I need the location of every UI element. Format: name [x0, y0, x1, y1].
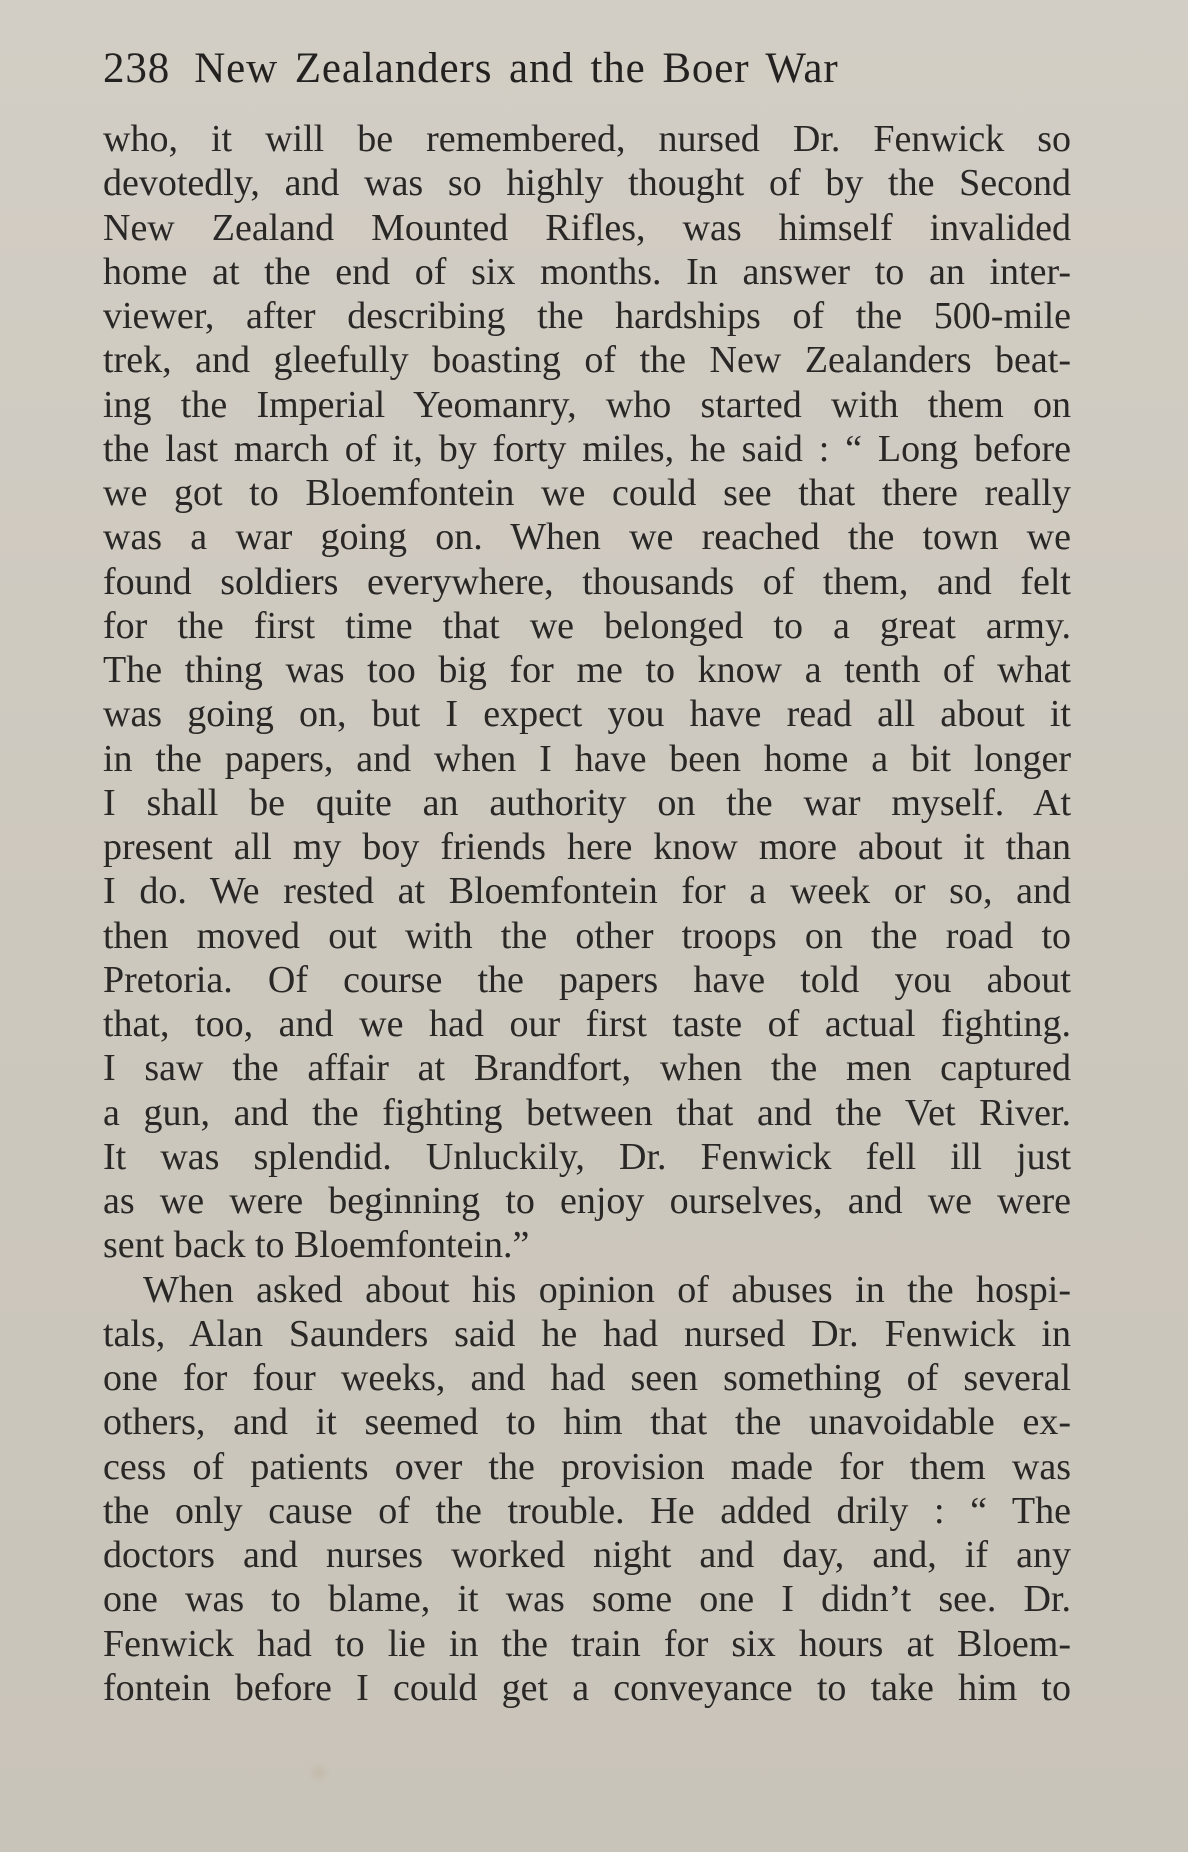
text-line: found soldiers everywhere, thousands of them, and felt: [103, 560, 1071, 603]
paper-smudge: [306, 1762, 332, 1784]
paragraph-start-line: When asked about his opinion of abuses in the hospi-: [143, 1268, 1071, 1311]
text-line: the only cause of the trouble. He added drily : “ The: [103, 1489, 1071, 1532]
text-line: I do. We rested at Bloemfontein for a week or so, and: [103, 870, 1071, 913]
body-text: [103, 117, 1071, 1710]
text-line: others, and it seemed to him that the unavoidable ex-: [103, 1401, 1071, 1444]
text-line: I saw the affair at Brandfort, when the men captured: [103, 1047, 1071, 1090]
text-line: who, it will be remembered, nursed Dr. Fenwick so: [103, 118, 1071, 160]
text-line: one for four weeks, and had seen something of several: [103, 1357, 1071, 1399]
text-line: devotedly, and was so highly thought of by the Second: [103, 162, 1071, 205]
text-line: for the first time that we belonged to a great army.: [103, 604, 1071, 647]
text-line: was a war going on. When we reached the town we: [103, 516, 1071, 559]
text-line: fontein before I could get a conveyance to take him to: [103, 1666, 1071, 1709]
text-line: we got to Bloemfontein we could see that there really: [103, 472, 1071, 514]
text-line: trek, and gleefully boasting of the New Zealanders beat-: [103, 339, 1071, 382]
text-line: a gun, and the fighting between that and the Vet River.: [103, 1091, 1071, 1134]
text-line: in the papers, and when I have been home a bit longer: [103, 737, 1071, 780]
text-line: one was to blame, it was some one I didn’t see. Dr.: [103, 1578, 1071, 1621]
text-line: as we were beginning to enjoy ourselves, and we were: [103, 1180, 1071, 1222]
text-line: New Zealand Mounted Rifles, was himself invalided: [103, 206, 1071, 249]
text-line: Fenwick had to lie in the train for six hours at Bloem-: [103, 1622, 1071, 1665]
text-line: was going on, but I expect you have read all about it: [103, 693, 1071, 736]
text-line: then moved out with the other troops on the road to: [103, 914, 1071, 957]
running-title: New Zealanders and the Boer War: [194, 45, 839, 92]
text-line: doctors and nurses worked night and day, and, if any: [103, 1534, 1071, 1576]
paragraph-end-line: sent back to Bloemfontein.”: [103, 1224, 530, 1267]
text-line: cess of patients over the provision made for them was: [103, 1445, 1071, 1488]
text-line: home at the end of six months. In answer to an inter-: [103, 250, 1071, 293]
text-line: viewer, after describing the hardships of the 500-mile: [103, 295, 1071, 337]
page-number: 238: [103, 45, 171, 92]
page-header: [103, 44, 1013, 100]
text-line: It was splendid. Unluckily, Dr. Fenwick fell ill just: [103, 1135, 1071, 1178]
text-line: tals, Alan Saunders said he had nursed Dr. Fenwick in: [103, 1312, 1071, 1355]
text-line: present all my boy friends here know more about it than: [103, 826, 1071, 868]
text-line: ing the Imperial Yeomanry, who started with them on: [103, 383, 1071, 426]
text-line: the last march of it, by forty miles, he said : “ Long before: [103, 427, 1071, 470]
text-line: I shall be quite an authority on the war myself. At: [103, 781, 1071, 824]
text-line: that, too, and we had our first taste of actual fighting.: [103, 1003, 1071, 1045]
text-line: The thing was too big for me to know a tenth of what: [103, 649, 1071, 691]
text-line: Pretoria. Of course the papers have told you about: [103, 958, 1071, 1001]
